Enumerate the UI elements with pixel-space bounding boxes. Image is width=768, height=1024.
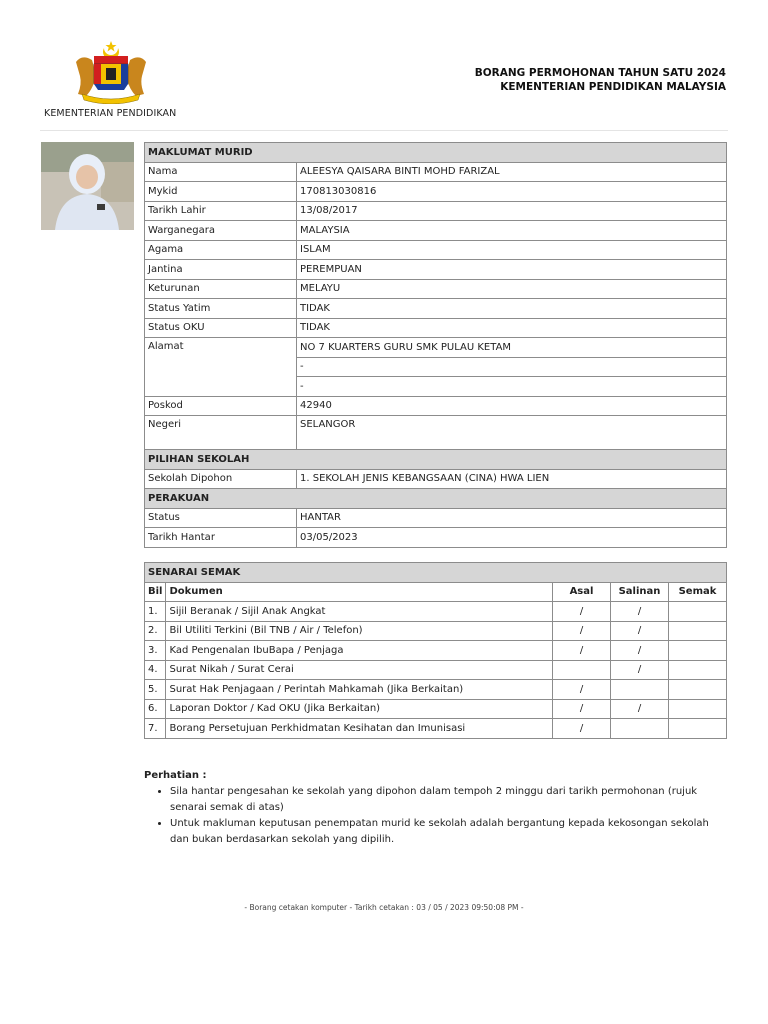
row-oku: [145, 318, 727, 338]
form-title: [475, 66, 726, 94]
label-gender: Jantina: [145, 260, 297, 280]
label-name: Nama: [145, 162, 297, 182]
checklist-cell-no: 4.: [145, 660, 166, 680]
label-postcode: Poskod: [145, 396, 297, 416]
row-school: [145, 469, 727, 489]
checklist-cell-orig: /: [553, 699, 611, 719]
checklist-cell-doc: Sijil Beranak / Sijil Anak Angkat: [166, 602, 553, 622]
label-state: Negeri: [145, 416, 297, 450]
section-perakuan: PERAKUAN: [145, 489, 727, 509]
checklist-cell-copy: /: [611, 641, 669, 661]
checklist-cell-no: 3.: [145, 641, 166, 661]
label-mykid: Mykid: [145, 182, 297, 202]
coat-of-arms-icon: [68, 40, 154, 104]
row-gender: [145, 260, 727, 280]
value-dob: 13/08/2017: [297, 201, 727, 221]
col-salinan: Salinan: [611, 582, 669, 602]
notes-list: [144, 784, 724, 848]
row-citizenship: [145, 221, 727, 241]
checklist-cell-copy: /: [611, 699, 669, 719]
checklist-cell-doc: Laporan Doktor / Kad OKU (Jika Berkaitan): [166, 699, 553, 719]
checklist-cell-no: 1.: [145, 602, 166, 622]
checklist-cell-orig: /: [553, 719, 611, 739]
checklist-cell-copy: [611, 680, 669, 700]
value-name: ALEESYA QAISARA BINTI MOHD FARIZAL: [297, 162, 727, 182]
label-orphan: Status Yatim: [145, 299, 297, 319]
value-address-1: NO 7 KUARTERS GURU SMK PULAU KETAM: [297, 338, 727, 358]
row-race: [145, 279, 727, 299]
checklist-cell-orig: /: [553, 602, 611, 622]
header-divider: [40, 130, 728, 131]
title-line-2: KEMENTERIAN PENDIDIKAN MALAYSIA: [500, 81, 726, 93]
value-religion: ISLAM: [297, 240, 727, 260]
checklist-cell-check: [669, 699, 727, 719]
checklist-cell-doc: Kad Pengenalan IbuBapa / Penjaga: [166, 641, 553, 661]
value-submit-date: 03/05/2023: [297, 528, 727, 548]
value-address-2: -: [297, 357, 727, 377]
checklist-cell-orig: /: [553, 680, 611, 700]
checklist-cell-no: 5.: [145, 680, 166, 700]
checklist-cell-check: [669, 680, 727, 700]
row-submit-date: [145, 528, 727, 548]
print-footer: - Borang cetakan komputer - Tarikh cetakan : 03 / 05 / 2023 09:50:08 PM -: [244, 903, 524, 912]
value-citizenship: MALAYSIA: [297, 221, 727, 241]
value-mykid: 170813030816: [297, 182, 727, 202]
checklist-cell-no: 7.: [145, 719, 166, 739]
checklist-cell-orig: /: [553, 641, 611, 661]
checklist-row: [145, 660, 727, 680]
label-oku: Status OKU: [145, 318, 297, 338]
value-address-3: -: [297, 377, 727, 397]
checklist-row: [145, 641, 727, 661]
note-item-1: • Sila hantar pengesahan ke sekolah yang dipohon dalam tempoh 2 minggu dari tarikh permohonan (rujuk senarai semak di atas): [170, 784, 724, 816]
section-maklumat-murid: MAKLUMAT MURID: [145, 143, 727, 163]
checklist-cell-no: 2.: [145, 621, 166, 641]
checklist-cell-check: [669, 641, 727, 661]
row-religion: [145, 240, 727, 260]
label-school: Sekolah Dipohon: [145, 469, 297, 489]
value-oku: TIDAK: [297, 318, 727, 338]
checklist-header-row: [145, 582, 727, 602]
label-address: Alamat: [145, 338, 297, 397]
checklist-cell-orig: [553, 660, 611, 680]
title-line-1: BORANG PERMOHONAN TAHUN SATU 2024: [474, 67, 726, 79]
checklist-cell-check: [669, 621, 727, 641]
row-mykid: [145, 182, 727, 202]
checklist-cell-check: [669, 660, 727, 680]
row-address-1: [145, 338, 727, 358]
checklist-cell-copy: /: [611, 660, 669, 680]
checklist-cell-doc: Borang Persetujuan Perkhidmatan Kesihatan dan Imunisasi: [166, 719, 553, 739]
checklist-cell-copy: [611, 719, 669, 739]
checklist-cell-doc: Surat Hak Penjagaan / Perintah Mahkamah (Jika Berkaitan): [166, 680, 553, 700]
label-religion: Agama: [145, 240, 297, 260]
row-state: [145, 416, 727, 450]
label-citizenship: Warganegara: [145, 221, 297, 241]
label-race: Keturunan: [145, 279, 297, 299]
value-gender: PEREMPUAN: [297, 260, 727, 280]
student-info-table: [144, 142, 727, 548]
checklist-cell-doc: Bil Utiliti Terkini (Bil TNB / Air / Telefon): [166, 621, 553, 641]
checklist-cell-check: [669, 719, 727, 739]
row-status: [145, 508, 727, 528]
col-semak: Semak: [669, 582, 727, 602]
notes-section: [144, 768, 724, 848]
row-postcode: [145, 396, 727, 416]
row-orphan: [145, 299, 727, 319]
value-state: SELANGOR: [297, 416, 727, 450]
checklist-cell-orig: /: [553, 621, 611, 641]
checklist-row: [145, 621, 727, 641]
checklist-cell-copy: /: [611, 621, 669, 641]
student-photo: [41, 142, 134, 230]
checklist-cell-copy: /: [611, 602, 669, 622]
checklist-row: [145, 602, 727, 622]
value-orphan: TIDAK: [297, 299, 727, 319]
col-dokumen: Dokumen: [166, 582, 553, 602]
row-name: [145, 162, 727, 182]
label-status: Status: [145, 508, 297, 528]
section-pilihan-sekolah: PILIHAN SEKOLAH: [145, 450, 727, 470]
section-senarai-semak: SENARAI SEMAK: [145, 563, 727, 583]
checklist-row: [145, 680, 727, 700]
checklist-table: [144, 562, 727, 739]
checklist-cell-no: 6.: [145, 699, 166, 719]
row-dob: [145, 201, 727, 221]
checklist-row: [145, 719, 727, 739]
checklist-cell-check: [669, 602, 727, 622]
label-submit-date: Tarikh Hantar: [145, 528, 297, 548]
col-bil: Bil: [145, 582, 166, 602]
checklist-row: [145, 699, 727, 719]
value-postcode: 42940: [297, 396, 727, 416]
value-school: 1. SEKOLAH JENIS KEBANGSAAN (CINA) HWA LIEN: [297, 469, 727, 489]
label-dob: Tarikh Lahir: [145, 201, 297, 221]
col-asal: Asal: [553, 582, 611, 602]
ministry-logo: [44, 40, 184, 119]
value-status: HANTAR: [297, 508, 727, 528]
note-item-2: • Untuk makluman keputusan penempatan murid ke sekolah adalah bergantung kepada kekosongan sekolah dan bukan berdasarkan sekolah yang dipilih.: [170, 816, 724, 848]
value-race: MELAYU: [297, 279, 727, 299]
ministry-label: KEMENTERIAN PENDIDIKAN: [44, 108, 177, 119]
notes-heading: Perhatian :: [144, 770, 207, 781]
checklist-cell-doc: Surat Nikah / Surat Cerai: [166, 660, 553, 680]
